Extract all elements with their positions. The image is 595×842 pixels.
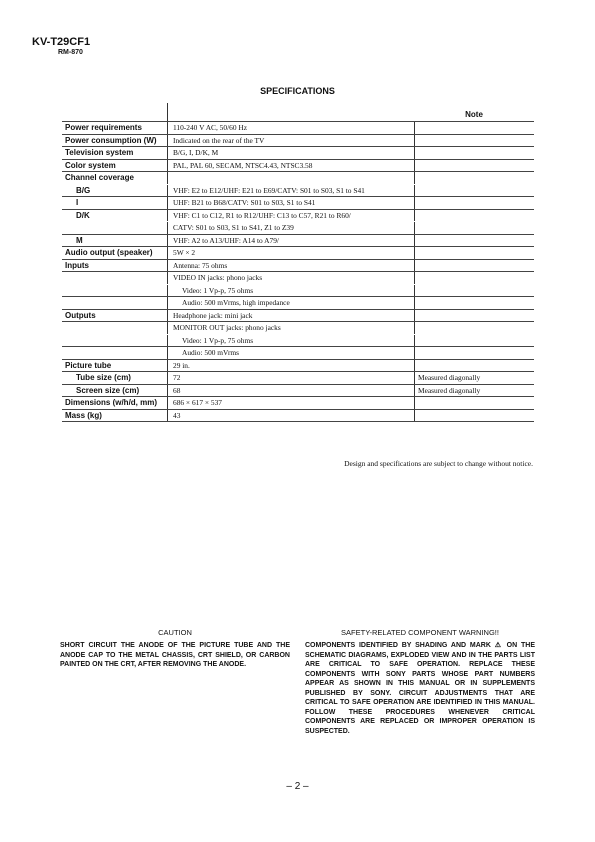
spec-label: Audio output (speaker) xyxy=(65,248,153,257)
table-row xyxy=(62,346,534,359)
spec-label xyxy=(62,222,167,234)
spec-label: I xyxy=(76,198,79,207)
spec-note xyxy=(414,185,534,197)
spec-note xyxy=(414,160,534,172)
spec-value: 5W × 2 xyxy=(167,247,414,259)
spec-label: Power requirements xyxy=(65,123,142,132)
table-row xyxy=(62,221,534,234)
spec-note xyxy=(414,135,534,147)
table-row xyxy=(62,359,534,372)
spec-note xyxy=(414,335,534,347)
note-column-header: Note xyxy=(465,110,483,119)
remote-model: RM-870 xyxy=(58,49,83,56)
table-row xyxy=(62,259,534,272)
spec-value: Indicated on the rear of the TV xyxy=(167,135,414,147)
spec-value xyxy=(167,172,414,184)
spec-label xyxy=(62,335,167,347)
spec-note xyxy=(414,260,534,272)
spec-label: Outputs xyxy=(65,310,96,320)
spec-value: PAL, PAL 60, SECAM, NTSC4.43, NTSC3.58 xyxy=(167,160,414,172)
spec-label: D/K xyxy=(76,210,90,220)
spec-note xyxy=(414,397,534,409)
table-row xyxy=(62,121,534,134)
page-title: SPECIFICATIONS xyxy=(260,86,335,96)
spec-note xyxy=(414,347,534,359)
table-row xyxy=(62,146,534,159)
table-row xyxy=(62,309,534,322)
spec-value: 72 xyxy=(167,372,414,384)
table-row xyxy=(62,134,534,147)
spec-value: Headphone jack: mini jack xyxy=(167,310,414,322)
table-row xyxy=(62,159,534,172)
spec-note: Measured diagonally xyxy=(414,385,534,397)
spec-label xyxy=(62,285,167,297)
spec-value: MONITOR OUT jacks: phono jacks xyxy=(167,322,414,334)
spec-value: Antenna: 75 ohms xyxy=(167,260,414,272)
page-number: – 2 – xyxy=(286,781,309,792)
table-row xyxy=(62,384,534,397)
spec-label xyxy=(62,322,167,334)
spec-value: VHF: A2 to A13/UHF: A14 to A79/ xyxy=(167,235,414,247)
spec-value: VHF: E2 to E12/UHF: E21 to E69/CATV: S01 to S03, S1 to S41 xyxy=(167,185,414,197)
model-number: KV-T29CF1 xyxy=(32,36,91,48)
spec-label: Color system xyxy=(65,160,116,170)
spec-label: Power consumption (W) xyxy=(65,135,157,145)
table-row xyxy=(62,396,534,409)
spec-label: M xyxy=(76,235,83,245)
spec-value: 110-240 V AC, 50/60 Hz xyxy=(167,122,414,134)
table-row xyxy=(62,296,534,309)
table-row xyxy=(62,321,534,334)
spec-label: Mass (kg) xyxy=(65,410,102,420)
disclaimer-text: Design and specifications are subject to change without notice. xyxy=(344,459,533,468)
spec-value: 29 in. xyxy=(167,360,414,372)
spec-note xyxy=(414,197,534,209)
header-divider xyxy=(167,103,168,121)
spec-value: 686 × 617 × 537 xyxy=(167,397,414,409)
spec-note xyxy=(414,147,534,159)
table-row xyxy=(62,334,534,347)
spec-note xyxy=(414,410,534,422)
table-row xyxy=(62,171,534,184)
spec-value: Video: 1 Vp-p, 75 ohms xyxy=(167,335,414,347)
spec-note xyxy=(414,322,534,334)
spec-note xyxy=(414,297,534,309)
spec-label: Dimensions (w/h/d, mm) xyxy=(65,398,158,407)
spec-note xyxy=(414,360,534,372)
safety-warning-text: COMPONENTS IDENTIFIED BY SHADING AND MARK ⚠ ON THE SCHEMATIC DIAGRAMS, EXPLODED VIEW AND IN THE PARTS LIST ARE CRITICAL TO SAFE OPERATION. REPLACE THESE COMPONENTS WITH SONY PARTS WHOSE PART NUMBERS APPEAR AS SHOWN IN THIS MANUAL OR IN SUPPLEMENTS PUBLISHED BY SONY. CIRCUIT ADJUSTMENTS THAT ARE CRITICAL TO SAFE OPERATION ARE IDENTIFIED IN THIS MANUAL. FOLLOW THESE PROCEDURES WHENEVER CRITICAL COMPONENTS ARE REPLACED OR IMPROPER OPERATION IS SUSPECTED. xyxy=(305,642,535,735)
spec-note xyxy=(414,172,534,184)
table-row xyxy=(62,371,534,384)
spec-note xyxy=(414,122,534,134)
specifications-table xyxy=(62,103,534,422)
spec-value: UHF: B21 to B68/CATV: S01 to S03, S1 to S41 xyxy=(167,197,414,209)
spec-label xyxy=(62,297,167,309)
spec-label: Channel coverage xyxy=(65,173,134,182)
spec-value: B/G, I, D/K, M xyxy=(167,147,414,159)
spec-note xyxy=(414,310,534,322)
spec-label: B/G xyxy=(76,185,91,195)
spec-note xyxy=(414,210,534,222)
spec-label: Picture tube xyxy=(65,360,112,370)
table-row xyxy=(62,196,534,209)
table-header xyxy=(62,103,534,121)
spec-value: 68 xyxy=(167,385,414,397)
table-row xyxy=(62,246,534,259)
table-row xyxy=(62,209,534,222)
spec-note: Measured diagonally xyxy=(414,372,534,384)
table-row xyxy=(62,409,534,423)
spec-note xyxy=(414,247,534,259)
caution-text: SHORT CIRCUIT THE ANODE OF THE PICTURE TUBE AND THE ANODE CAP TO THE METAL CHASSIS, CRT SHIELD, OR CARBON PAINTED ON THE CRT, AFTER REMOVING THE ANODE. xyxy=(60,642,290,668)
table-row xyxy=(62,184,534,197)
table-row xyxy=(62,284,534,297)
spec-label xyxy=(62,347,167,359)
spec-value: Video: 1 Vp-p, 75 ohms xyxy=(167,285,414,297)
spec-value: VIDEO IN jacks: phono jacks xyxy=(167,272,414,284)
spec-label xyxy=(62,272,167,284)
spec-label: Tube size (cm) xyxy=(76,373,131,382)
spec-value: 43 xyxy=(167,410,414,422)
spec-value: Audio: 500 mVrms xyxy=(167,347,414,359)
table-row xyxy=(62,271,534,284)
spec-note xyxy=(414,272,534,284)
spec-value: Audio: 500 mVrms, high impedance xyxy=(167,297,414,309)
spec-label: Inputs xyxy=(65,260,89,270)
spec-value: CATV: S01 to S03, S1 to S41, Z1 to Z39 xyxy=(167,222,414,234)
spec-note xyxy=(414,235,534,247)
table-row xyxy=(62,234,534,247)
spec-value: VHF: C1 to C12, R1 to R12/UHF: C13 to C57, R21 to R60/ xyxy=(167,210,414,222)
spec-label: Screen size (cm) xyxy=(76,385,140,395)
spec-label: Television system xyxy=(65,148,134,157)
safety-warning-heading: SAFETY-RELATED COMPONENT WARNING!! xyxy=(341,628,499,637)
caution-heading: CAUTION xyxy=(158,628,192,637)
spec-note xyxy=(414,285,534,297)
spec-note xyxy=(414,222,534,234)
